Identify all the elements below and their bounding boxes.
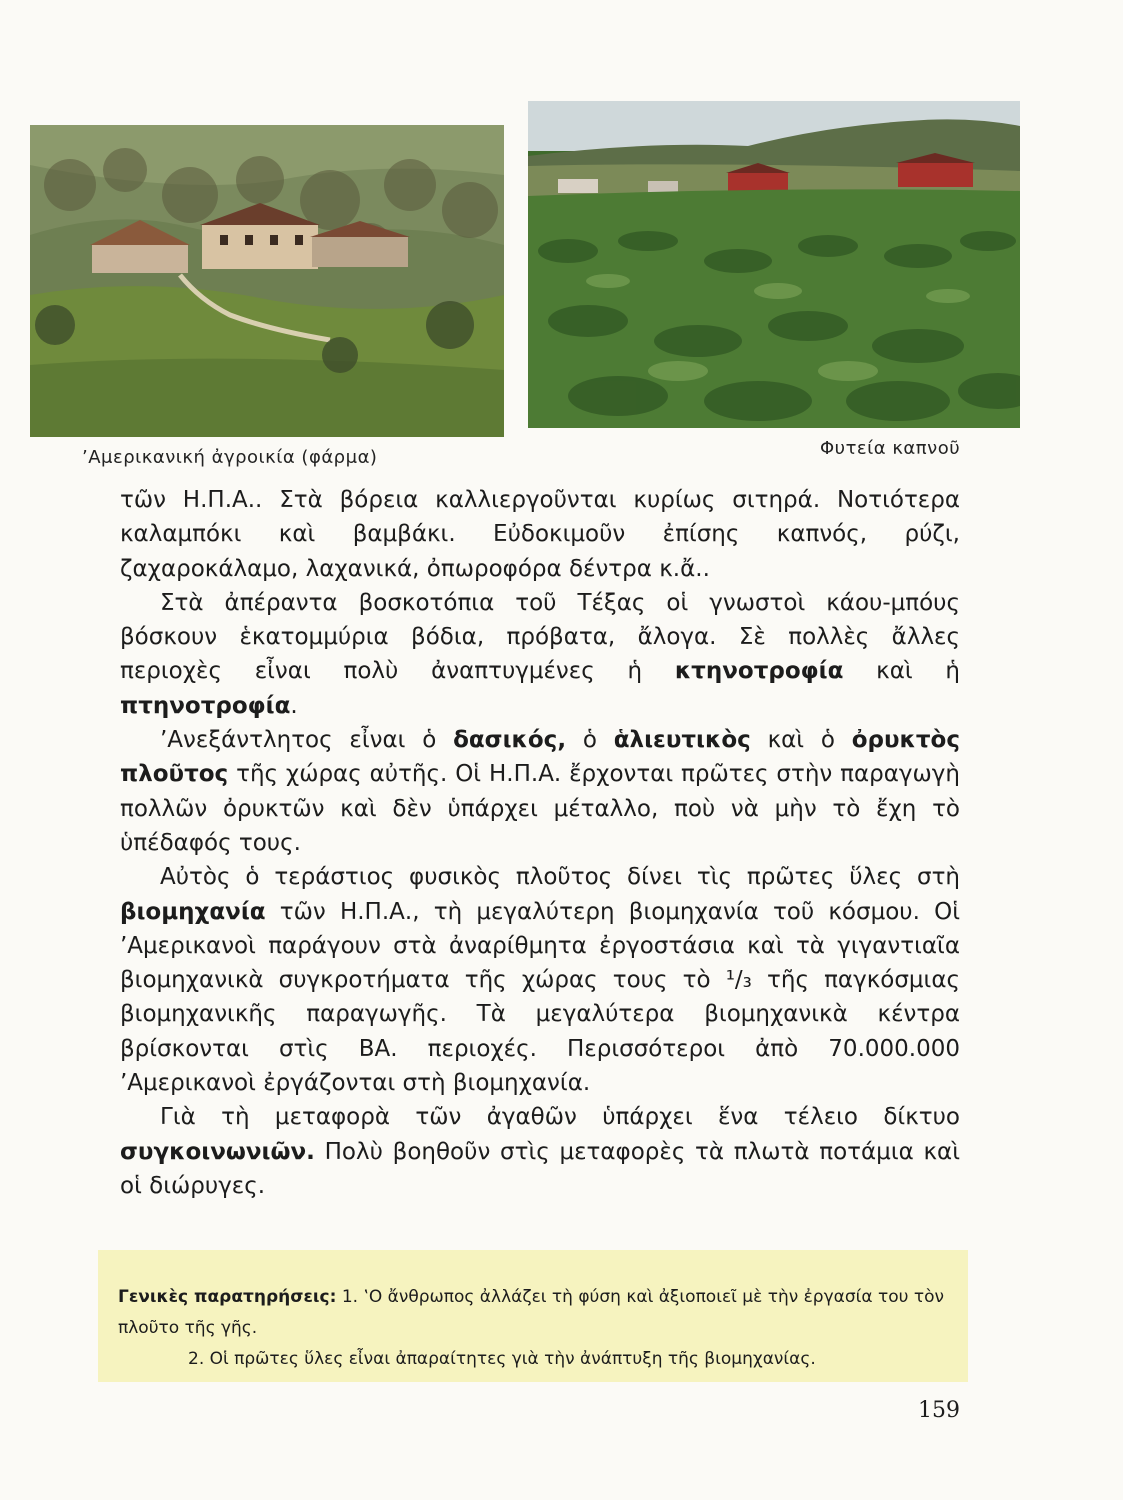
term-fishing: ἁλιευτικὸς [613, 727, 751, 754]
remark-2: 2. Οἱ πρῶτες ὕλες εἶναι ἀπαραίτητες γιὰ τὴν ἀνάπτυξη τῆς βιομηχανίας. [188, 1349, 816, 1369]
farm-photo-caption: ’Αμερικανική ἀγροικία (φάρμα) [82, 447, 378, 468]
fraction-one-third: ¹/₃ [725, 967, 752, 994]
term-industry: βιομηχανία [120, 898, 266, 925]
general-remarks-box [98, 1250, 968, 1382]
term-poultry: πτηνοτροφία [120, 692, 291, 719]
paragraph-1: τῶν Η.Π.Α.. Στὰ βόρεια καλλιεργοῦνται κυρίως σιτηρά. Νοτιότερα καλαμπόκι καὶ βαμβάκι. Εὐδοκιμοῦν ἐπίσης καπνός, ρύζι, ζαχαροκάλαμο, λαχανικά, ὀπωροφόρα δέντρα κ.ἄ.. [120, 487, 960, 582]
tobacco-field-photo [528, 101, 1020, 428]
term-mineral-wealth: ὀρυκτὸς πλοῦτος [120, 727, 960, 788]
term-forest: δασικός, [453, 727, 567, 754]
main-text [120, 483, 960, 1203]
paragraph-2: Στὰ ἀπέραντα βοσκοτόπια τοῦ Τέξας οἱ γνωστοὶ κάου-μπόυς βόσκουν ἑκατομμύρια βόδια, πρόβατα, ἄλογα. Σὲ πολλὲς ἄλλες περιοχὲς εἶναι πολὺ ἀναπτυγμένες ἡ κτηνοτροφία καὶ ἡ πτηνοτροφία. [120, 589, 960, 719]
term-communications: συγκοινωνιῶν. [120, 1138, 315, 1165]
farm-photo [30, 125, 504, 437]
remarks-heading: Γενικὲς παρατηρήσεις: [118, 1287, 337, 1307]
page-number: 159 [918, 1398, 960, 1423]
tobacco-photo-caption: Φυτεία καπνοῦ [820, 438, 961, 459]
term-livestock: κτηνοτροφία [674, 658, 844, 685]
paragraph-5: Γιὰ τὴ μεταφορὰ τῶν ἀγαθῶν ὑπάρχει ἕνα τέλειο δίκτυο συγκοινωνιῶν. Πολὺ βοηθοῦν στὶς μεταφορὲς τὰ πλωτὰ ποτάμια καὶ οἱ διώρυγες. [120, 1104, 960, 1199]
paragraph-3: ’Ανεξάντλητος εἶναι ὁ δασικός, ὁ ἁλιευτικὸς καὶ ὁ ὀρυκτὸς πλοῦτος τῆς χώρας αὐτῆς. Οἱ Η.Π.Α. ἔρχονται πρῶτες στὴν παραγωγὴ πολλῶν ὀρυκτῶν καὶ δὲν ὑπάρχει μέταλλο, ποὺ νὰ μὴν τὸ ἔχη τὸ ὑπέδαφός τους. [120, 727, 960, 856]
paragraph-4: Αὐτὸς ὁ τεράστιος φυσικὸς πλοῦτος δίνει τὶς πρῶτες ὕλες στὴ βιομηχανία τῶν Η.Π.Α., τὴ μεγαλύτερη βιομηχανία τοῦ κόσμου. Οἱ ’Αμερικανοὶ παράγουν στὰ ἀναρίθμητα ἐργοστάσια καὶ τὰ γιγαντιαῖα βιομηχανικὰ συγκροτήματα τῆς χώρας τους τὸ ¹/₃ τῆς παγκόσμιας βιομηχανικῆς παραγωγῆς. Τὰ μεγαλύτερα βιομηχανικὰ κέντρα βρίσκονται στὶς ΒΑ. περιοχές. Περισσότεροι ἀπὸ 70.000.000 ’Αμερικανοὶ ἐργάζονται στὴ βιομηχανία. [120, 864, 960, 1097]
remark-1: 1. ‛Ο ἄνθρωπος ἀλλάζει τὴ φύση καὶ ἀξιοποιεῖ μὲ τὴν ἐργασία του τὸν πλοῦτο τῆς γῆς. [118, 1287, 945, 1338]
